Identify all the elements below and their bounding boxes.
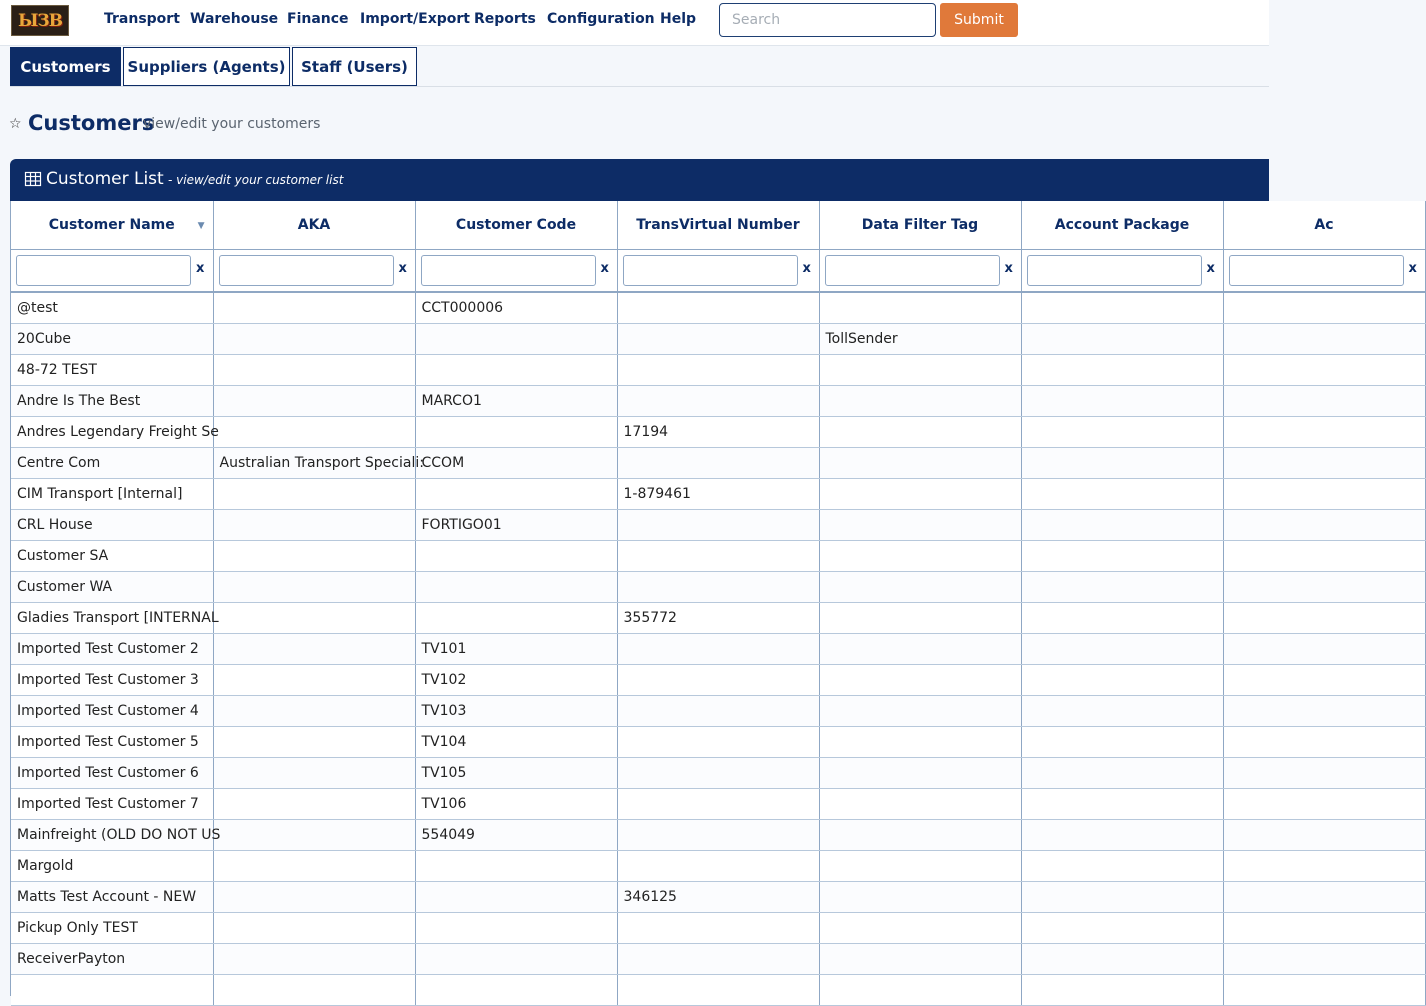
table-row[interactable]: [11, 727, 1425, 758]
table-cell: [11, 975, 213, 1006]
table-cell: [415, 944, 617, 975]
table-row[interactable]: [11, 975, 1425, 1006]
filter-row: [11, 250, 1425, 293]
table-cell: [1021, 479, 1223, 510]
table-row[interactable]: [11, 355, 1425, 386]
table-cell: 1-879461: [617, 479, 819, 510]
table-cell: [1223, 727, 1425, 758]
table-cell: CIM Transport [Internal]: [11, 479, 213, 510]
table-cell: [1021, 510, 1223, 541]
table-row[interactable]: [11, 944, 1425, 975]
table-cell: Imported Test Customer 5: [11, 727, 213, 758]
table-cell: 346125: [617, 882, 819, 913]
table-cell: [415, 913, 617, 944]
table-cell: [415, 417, 617, 448]
column-filter: [415, 250, 617, 293]
table-cell: [1021, 665, 1223, 696]
table-cell: [1021, 386, 1223, 417]
column-filter-input[interactable]: [421, 255, 596, 286]
column-header[interactable]: [617, 201, 819, 250]
nav-configuration[interactable]: Configuration: [547, 11, 655, 27]
table-cell: Centre Com: [11, 448, 213, 479]
table-cell: [1021, 324, 1223, 355]
table-cell: [415, 541, 617, 572]
nav-transport[interactable]: Transport: [104, 11, 180, 27]
table-cell: [213, 292, 415, 324]
column-filter: [1021, 250, 1223, 293]
star-outline-icon[interactable]: ☆: [9, 116, 22, 132]
nav-finance[interactable]: Finance: [287, 11, 349, 27]
table-cell: [1223, 603, 1425, 634]
table-cell: CCOM: [415, 448, 617, 479]
column-filter-input[interactable]: [825, 255, 1000, 286]
column-header-label: Ac: [1314, 217, 1334, 233]
table-cell: [1223, 479, 1425, 510]
table-cell: 48-72 TEST: [11, 355, 213, 386]
table-cell: Pickup Only TEST: [11, 913, 213, 944]
table-grid-icon: [25, 172, 41, 186]
table-cell: Customer WA: [11, 572, 213, 603]
table-cell: [617, 386, 819, 417]
tab-suppliers-agents[interactable]: Suppliers (Agents): [123, 47, 290, 86]
table-cell: TV106: [415, 789, 617, 820]
table-cell: [819, 541, 1021, 572]
table-row[interactable]: [11, 634, 1425, 665]
table-row[interactable]: [11, 882, 1425, 913]
table-cell: [213, 634, 415, 665]
tab-staff-users[interactable]: Staff (Users): [292, 47, 417, 86]
table-cell: TollSender: [819, 324, 1021, 355]
table-cell: [415, 882, 617, 913]
table-cell: [617, 634, 819, 665]
table-cell: CRL House: [11, 510, 213, 541]
nav-reports[interactable]: Reports: [474, 11, 536, 27]
table-cell: [1223, 355, 1425, 386]
column-filter: [617, 250, 819, 293]
column-filter-input[interactable]: [1027, 255, 1202, 286]
header-row: [11, 201, 1425, 250]
table-cell: [213, 820, 415, 851]
table-cell: [1223, 292, 1425, 324]
table-cell: [819, 479, 1021, 510]
panel-title: Customer List: [46, 169, 164, 189]
table-cell: [819, 758, 1021, 789]
table-cell: TV104: [415, 727, 617, 758]
table-cell: [819, 696, 1021, 727]
column-header-label: Customer Code: [455, 217, 577, 233]
table-cell: [1223, 541, 1425, 572]
tab-divider: [10, 86, 1269, 87]
table-cell: [213, 758, 415, 789]
table-cell: [1021, 727, 1223, 758]
customer-table: [11, 201, 1426, 1006]
table-row[interactable]: [11, 696, 1425, 727]
table-cell: Imported Test Customer 2: [11, 634, 213, 665]
column-filter: [1223, 250, 1425, 293]
table-cell: Andres Legendary Freight Se: [11, 417, 213, 448]
table-row[interactable]: [11, 913, 1425, 944]
table-cell: [213, 417, 415, 448]
table-cell: [617, 355, 819, 386]
table-row[interactable]: [11, 386, 1425, 417]
clear-filter-button[interactable]: x: [1004, 261, 1013, 276]
clear-filter-button[interactable]: x: [398, 261, 407, 276]
clear-filter-button[interactable]: x: [1408, 261, 1417, 276]
clear-filter-button[interactable]: x: [1206, 261, 1215, 276]
table-row[interactable]: [11, 820, 1425, 851]
column-header[interactable]: [819, 201, 1021, 250]
table-cell: [1021, 696, 1223, 727]
table-cell: TV103: [415, 696, 617, 727]
table-cell: [1021, 851, 1223, 882]
table-cell: [819, 292, 1021, 324]
table-cell: [617, 820, 819, 851]
table-cell: [617, 292, 819, 324]
table-cell: [1223, 820, 1425, 851]
table-cell: [1223, 944, 1425, 975]
table-cell: [819, 913, 1021, 944]
table-cell: [819, 944, 1021, 975]
table-cell: MARCO1: [415, 386, 617, 417]
table-row[interactable]: [11, 572, 1425, 603]
table-cell: CCT000006: [415, 292, 617, 324]
table-row[interactable]: [11, 479, 1425, 510]
sort-descending-icon[interactable]: ▼: [197, 221, 205, 231]
table-row[interactable]: [11, 510, 1425, 541]
nav-help[interactable]: Help: [660, 11, 697, 27]
table-cell: 355772: [617, 603, 819, 634]
table-row[interactable]: [11, 324, 1425, 355]
table-cell: [1223, 572, 1425, 603]
nav-warehouse[interactable]: Warehouse: [190, 11, 279, 27]
table-cell: [1223, 758, 1425, 789]
table-cell: [213, 572, 415, 603]
customer-list-panel-header: [10, 159, 1269, 201]
table-cell: [1021, 634, 1223, 665]
table-row[interactable]: [11, 448, 1425, 479]
table-cell: [617, 944, 819, 975]
table-cell: [819, 851, 1021, 882]
table-cell: [213, 882, 415, 913]
table-cell: [415, 479, 617, 510]
table-cell: [819, 572, 1021, 603]
table-cell: [213, 324, 415, 355]
table-cell: [213, 727, 415, 758]
table-cell: ReceiverPayton: [11, 944, 213, 975]
table-row[interactable]: [11, 758, 1425, 789]
page-subtitle: view/edit your customers: [143, 116, 321, 132]
table-cell: [819, 417, 1021, 448]
table-cell: [1021, 820, 1223, 851]
table-cell: [1223, 417, 1425, 448]
table-cell: [819, 789, 1021, 820]
table-cell: [1021, 882, 1223, 913]
page-title: Customers: [28, 111, 155, 135]
table-cell: @test: [11, 292, 213, 324]
table-cell: [1021, 913, 1223, 944]
tab-customers[interactable]: Customers: [10, 47, 121, 86]
table-cell: [1223, 665, 1425, 696]
table-cell: Margold: [11, 851, 213, 882]
table-cell: [617, 851, 819, 882]
table-cell: [617, 324, 819, 355]
table-cell: [819, 510, 1021, 541]
table-cell: Imported Test Customer 7: [11, 789, 213, 820]
table-cell: [213, 851, 415, 882]
table-cell: TV105: [415, 758, 617, 789]
table-cell: [617, 758, 819, 789]
column-filter: [213, 250, 415, 293]
table-cell: [617, 541, 819, 572]
table-cell: [213, 479, 415, 510]
table-cell: [617, 727, 819, 758]
column-header-label: Customer Name: [48, 217, 175, 233]
table-cell: 554049: [415, 820, 617, 851]
table-cell: [1021, 758, 1223, 789]
column-header-label: TransVirtual Number: [636, 217, 800, 233]
table-cell: [415, 324, 617, 355]
table-cell: [213, 696, 415, 727]
table-cell: Matts Test Account - NEW: [11, 882, 213, 913]
table-cell: [213, 913, 415, 944]
table-cell: [213, 665, 415, 696]
clear-filter-button[interactable]: x: [196, 261, 205, 276]
table-cell: Imported Test Customer 4: [11, 696, 213, 727]
table-row[interactable]: [11, 603, 1425, 634]
table-cell: [819, 820, 1021, 851]
table-cell: [415, 851, 617, 882]
column-header[interactable]: [1021, 201, 1223, 250]
search-input[interactable]: [719, 3, 936, 37]
clear-filter-button[interactable]: x: [600, 261, 609, 276]
table-cell: Imported Test Customer 6: [11, 758, 213, 789]
table-row[interactable]: [11, 851, 1425, 882]
column-header-label: AKA: [297, 217, 331, 233]
table-cell: [213, 510, 415, 541]
column-header[interactable]: [213, 201, 415, 250]
table-cell: [617, 696, 819, 727]
table-row[interactable]: [11, 292, 1425, 324]
table-body: [11, 292, 1425, 1006]
column-filter-input[interactable]: [219, 255, 394, 286]
table-cell: [1223, 913, 1425, 944]
table-cell: [1223, 851, 1425, 882]
table-cell: [1223, 324, 1425, 355]
column-filter: [819, 250, 1021, 293]
table-cell: [617, 448, 819, 479]
table-cell: [1223, 789, 1425, 820]
table-cell: [213, 355, 415, 386]
table-row[interactable]: [11, 789, 1425, 820]
table-cell: [1021, 944, 1223, 975]
table-cell: [1223, 975, 1425, 1006]
column-filter-input[interactable]: [1229, 255, 1404, 286]
table-cell: [213, 386, 415, 417]
table-cell: Andre Is The Best: [11, 386, 213, 417]
table-cell: [1223, 448, 1425, 479]
table-cell: 17194: [617, 417, 819, 448]
table-cell: [617, 913, 819, 944]
table-cell: [819, 634, 1021, 665]
table-cell: [1021, 541, 1223, 572]
table-cell: [1021, 789, 1223, 820]
table-cell: Customer SA: [11, 541, 213, 572]
table-cell: [617, 975, 819, 1006]
table-cell: 20Cube: [11, 324, 213, 355]
table-cell: [1223, 882, 1425, 913]
table-cell: [617, 665, 819, 696]
table-cell: [213, 975, 415, 1006]
table-cell: TV101: [415, 634, 617, 665]
table-cell: [819, 882, 1021, 913]
column-header-label: Data Filter Tag: [861, 217, 979, 233]
table-row[interactable]: [11, 665, 1425, 696]
table-cell: [213, 603, 415, 634]
panel-subtitle: - view/edit your customer list: [168, 173, 344, 187]
table-row[interactable]: [11, 417, 1425, 448]
table-cell: [1021, 417, 1223, 448]
table-cell: [213, 541, 415, 572]
table-cell: [819, 448, 1021, 479]
column-header[interactable]: [415, 201, 617, 250]
table-cell: [1021, 572, 1223, 603]
table-cell: [617, 572, 819, 603]
table-cell: Gladies Transport [INTERNAL: [11, 603, 213, 634]
top-navigation-bar: [0, 0, 1269, 46]
submit-button[interactable]: Submit: [940, 3, 1018, 37]
table-cell: TV102: [415, 665, 617, 696]
table-cell: [1021, 603, 1223, 634]
column-header[interactable]: [11, 201, 213, 250]
table-cell: [213, 789, 415, 820]
table-cell: [415, 355, 617, 386]
table-cell: [1021, 355, 1223, 386]
table-cell: [1223, 696, 1425, 727]
column-filter-input[interactable]: [623, 255, 798, 286]
column-header-label: Account Package: [1054, 217, 1190, 233]
table-cell: Australian Transport Speciali:: [213, 448, 415, 479]
table-cell: Mainfreight (OLD DO NOT US: [11, 820, 213, 851]
nav-import-export[interactable]: Import/Export: [360, 11, 470, 27]
customer-grid: [10, 201, 1417, 996]
column-filter-input[interactable]: [16, 255, 191, 286]
app-logo[interactable]: [11, 5, 69, 36]
table-cell: [1223, 386, 1425, 417]
table-cell: [617, 510, 819, 541]
table-cell: [1021, 292, 1223, 324]
table-cell: [1021, 448, 1223, 479]
table-cell: [617, 789, 819, 820]
table-cell: [819, 665, 1021, 696]
column-filter: [11, 250, 213, 293]
table-cell: FORTIGO01: [415, 510, 617, 541]
table-cell: [819, 386, 1021, 417]
table-cell: [415, 603, 617, 634]
table-cell: [1223, 510, 1425, 541]
column-header[interactable]: [1223, 201, 1425, 250]
table-cell: [1223, 634, 1425, 665]
table-cell: [415, 975, 617, 1006]
table-cell: [819, 975, 1021, 1006]
table-cell: Imported Test Customer 3: [11, 665, 213, 696]
table-row[interactable]: [11, 541, 1425, 572]
table-cell: [819, 603, 1021, 634]
table-cell: [213, 944, 415, 975]
table-cell: [415, 572, 617, 603]
table-cell: [1021, 975, 1223, 1006]
app-logo-text: ЫЗВ: [17, 10, 63, 31]
table-cell: [819, 355, 1021, 386]
table-cell: [819, 727, 1021, 758]
clear-filter-button[interactable]: x: [802, 261, 811, 276]
